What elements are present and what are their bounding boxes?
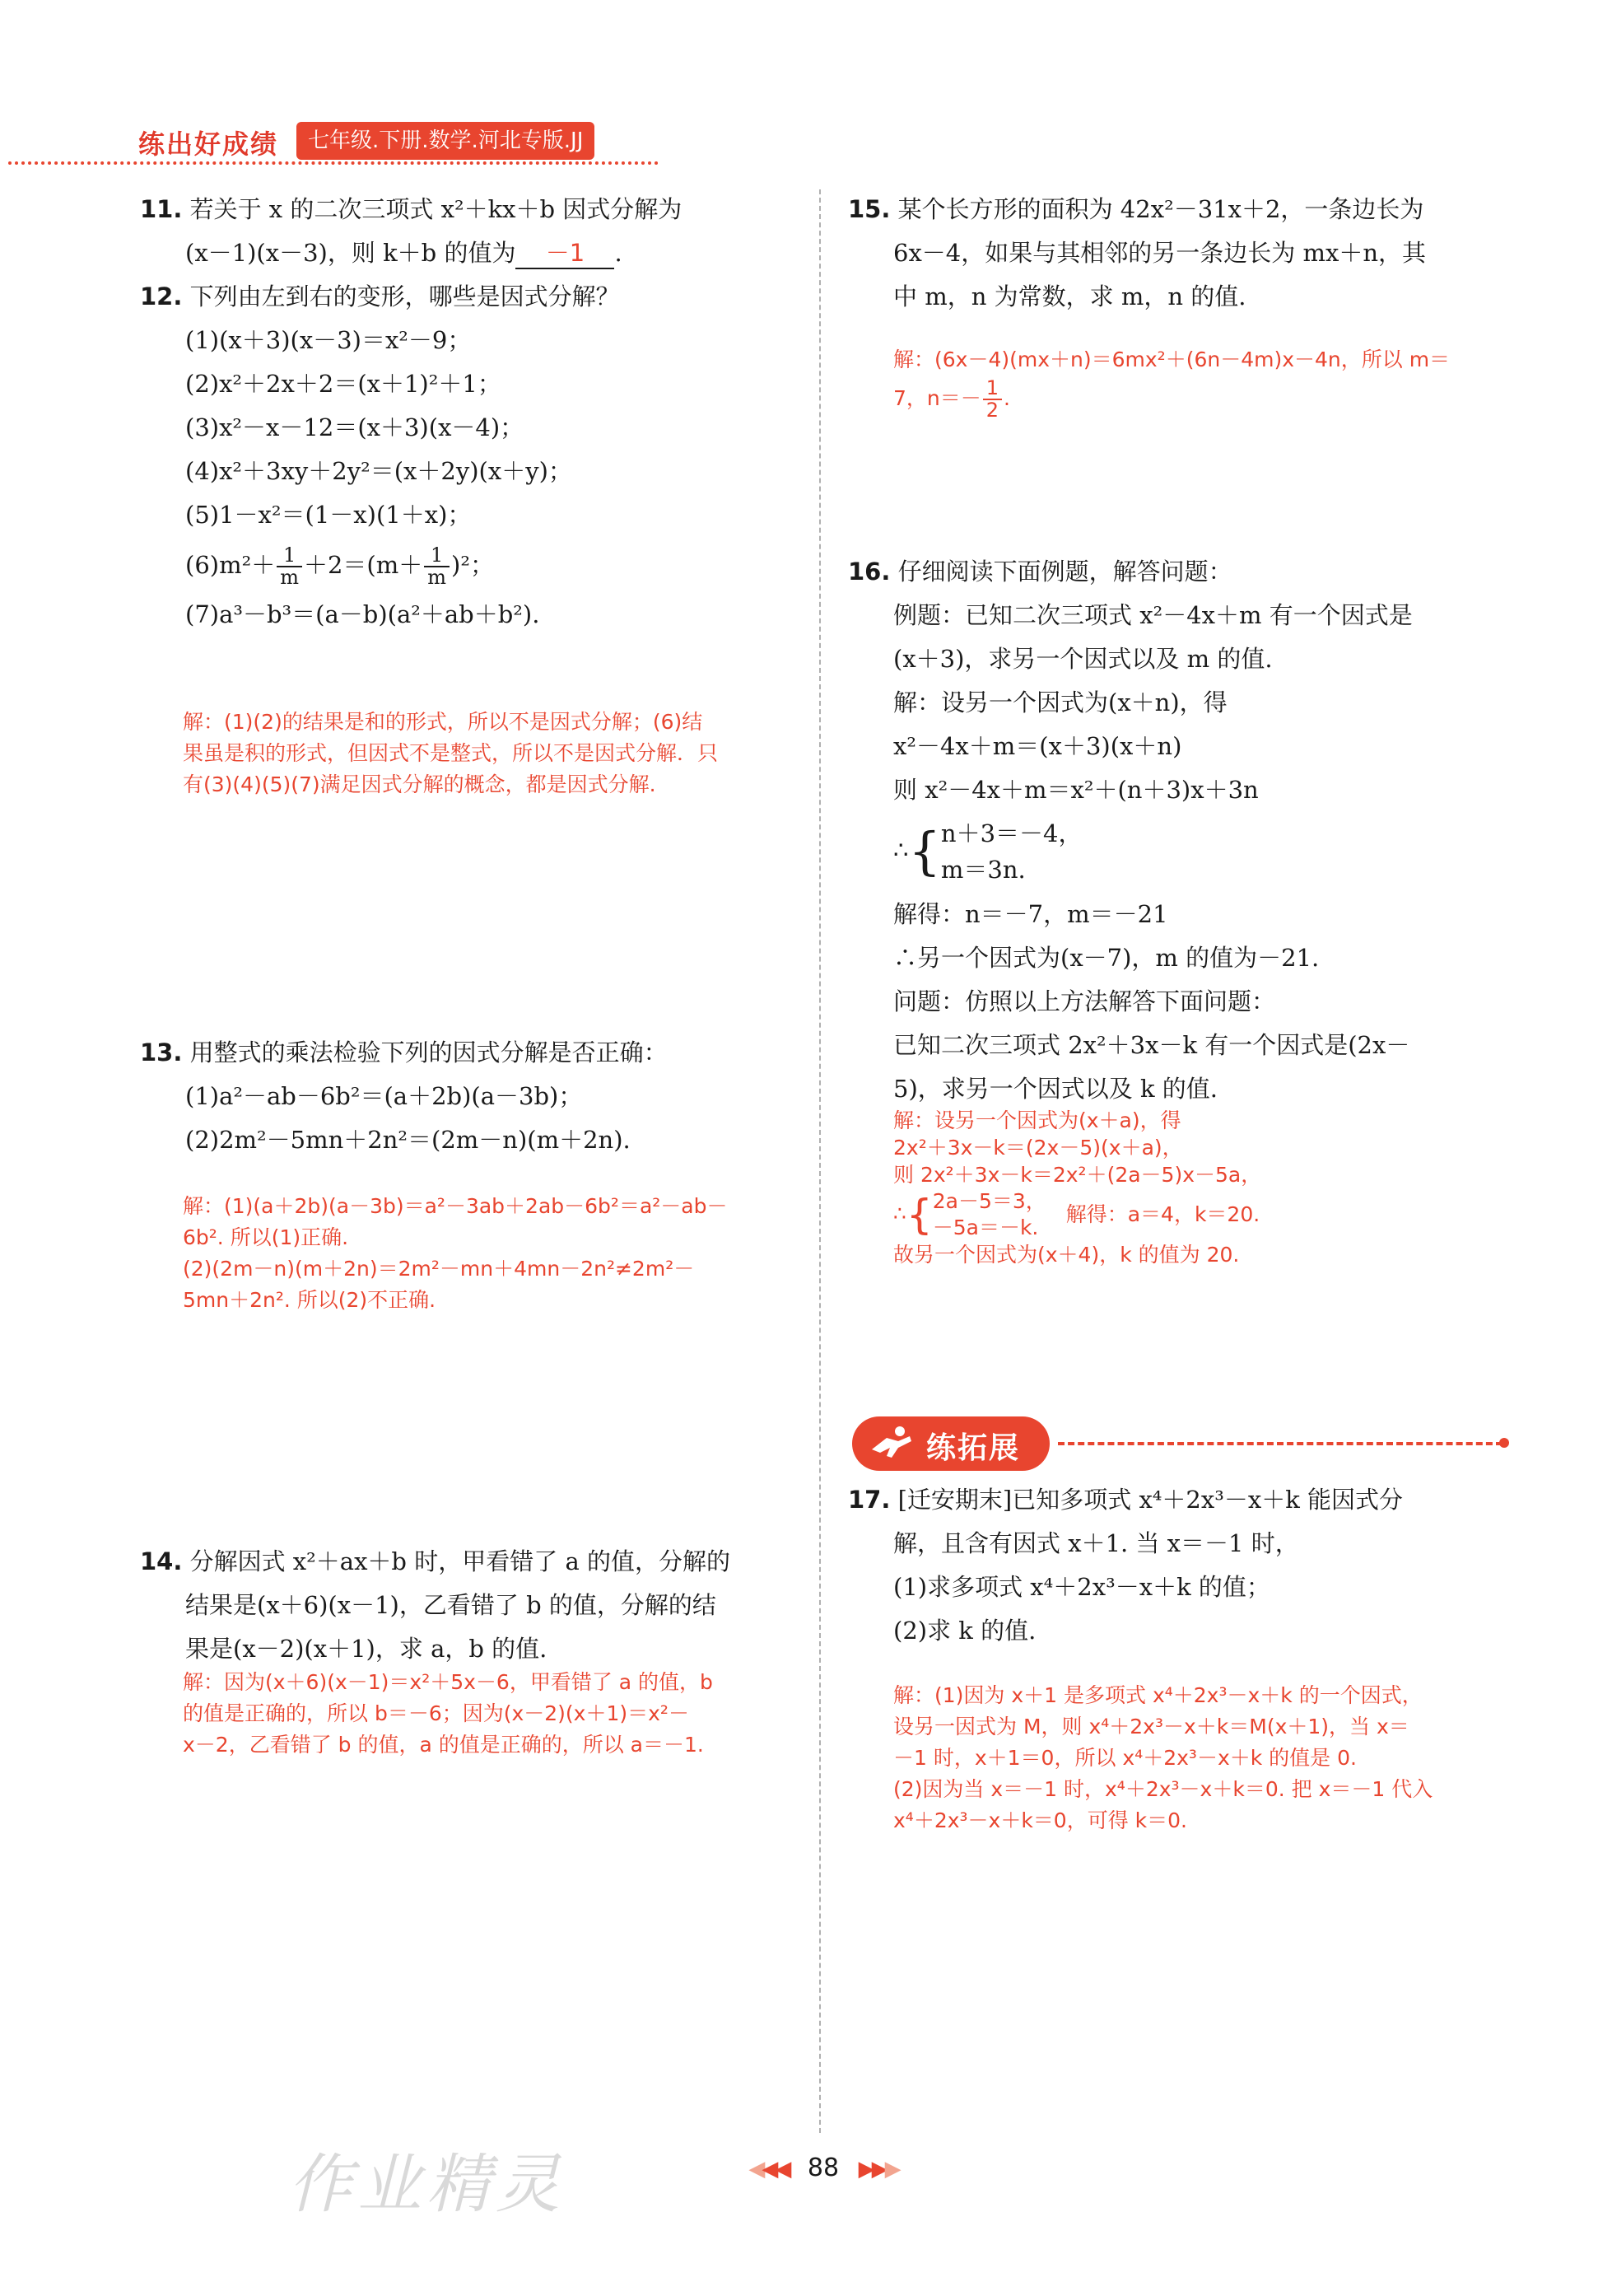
question-text: 中 m，n 为常数，求 m，n 的值. [893,282,1246,310]
answer-line: 6b². 所以(1)正确. [183,1225,349,1249]
system-eq: 2a－5＝3， [932,1189,1046,1213]
example-line: 已知二次三项式 2x²＋3x－k 有一个因式是(2x－ [893,1031,1410,1059]
example-line: 例题：已知二次三项式 x²－4x＋m 有一个因式是 [893,601,1413,629]
header-badge: 七年级.下册.数学.河北专版.JJ [296,122,594,160]
system-eq: n＋3＝－4， [940,819,1083,847]
question-text: 果是(x－2)(x＋1)，求 a，b 的值. [185,1635,547,1663]
example-line: (x＋3)，求另一个因式以及 m 的值. [893,645,1273,673]
answer-line: 解：(1)(a＋2b)(a－3b)＝a²－3ab＋2ab－6b²＝a²－ab－ [183,1194,728,1218]
example-line: 解得：n＝－7，m＝－21 [893,900,1168,928]
answer-line: 果虽是积的形式，但因式不是整式，所以不是因式分解．只 [183,741,719,765]
column-divider [819,189,821,2133]
answer-line: x－2，乙看错了 b 的值，a 的值是正确的，所以 a＝－1. [183,1733,704,1757]
question-text: 下列由左到右的变形，哪些是因式分解？ [189,282,620,310]
answer-15 [893,344,1450,422]
numerator: 1 [983,378,1002,400]
question-15 [848,188,1426,319]
answer-line: 则 2x²＋3x－k＝2x²＋(2a－5)x－5a， [893,1163,1262,1187]
therefore-symbol: ∴ [893,836,909,864]
prev-arrow-icon: ◀◀ [762,2157,789,2182]
question-text: . [614,239,622,267]
next-arrow-icon: ▶▶ [858,2157,885,2182]
option-item: (3)x²－x－12＝(x＋3)(x－4)； [185,413,524,441]
answer-line: 解：设另一个因式为(x＋a)，得 [893,1108,1181,1132]
denominator: 2 [985,399,999,422]
question-number: 11. [140,195,183,223]
option-item [140,537,620,593]
answer-text: 7，n＝－ [893,386,981,410]
math-text: ＋2＝(m＋ [303,551,423,579]
answer-17 [893,1680,1433,1836]
answer-line: (2)(2m－n)(m＋2n)＝2m²－mn＋4mn－2n²≠2m²－ [183,1257,695,1281]
system-eq: m＝3n. [940,856,1026,884]
question-11 [140,188,682,275]
answer-16 [893,1107,1261,1268]
question-text: 若关于 x 的二次三项式 x²＋kx＋b 因式分解为 [189,195,683,223]
option-item: (5)1－x²＝(1－x)(1＋x)； [185,501,472,529]
option-item: (4)x²＋3xy＋2y²＝(x＋2y)(x＋y)； [185,457,572,485]
answer-13 [183,1191,727,1316]
answer-line: 故另一个因式为(x＋4)，k 的值为 20. [893,1243,1240,1267]
answer-line: x⁴＋2x³－x＋k＝0，可得 k＝0. [893,1808,1187,1832]
option-item: (7)a³－b³＝(a－b)(a²＋ab＋b²). [185,600,540,628]
math-text: )²； [451,551,494,579]
question-number: 15. [848,195,891,223]
answer-line [893,376,1450,422]
question-12 [140,275,620,637]
page-number [724,2154,922,2182]
answer-text: . [1004,386,1010,410]
example-line: 问题：仿照以上方法解答下面问题： [893,987,1276,1015]
page-number-text: 88 [807,2154,840,2182]
answer-line: 有(3)(4)(5)(7)满足因式分解的概念，都是因式分解. [183,772,656,796]
answer-12 [183,707,718,800]
question-text: (x－1)(x－3)，则 k＋b 的值为 [185,239,516,267]
question-13 [140,1031,668,1162]
option-item: (2)x²＋2x＋2＝(x＋1)²＋1； [185,370,501,398]
answer-line: 5mn＋2n². 所以(2)不正确. [183,1288,436,1312]
question-text: (1)求多项式 x⁴＋2x³－x＋k 的值； [893,1573,1270,1601]
section-title: 练拓展 [926,1431,1021,1465]
question-number: 13. [140,1038,183,1066]
denominator: m [280,566,299,589]
header-divider [8,161,659,165]
question-number: 16. [848,558,891,586]
answer-system: ∴{ 2a－5＝3， －5a＝－k. 解得：a＝4，k＝20. [893,1189,1260,1239]
question-text: (2)求 k 的值. [893,1617,1037,1645]
question-text: 结果是(x＋6)(x－1)，乙看错了 b 的值，分解的结 [185,1591,716,1619]
answer-line: 解：因为(x＋6)(x－1)＝x²＋5x－6，甲看错了 a 的值，b [183,1670,713,1694]
brace: { [908,821,941,881]
prev-arrow-icon: ◀ [748,2157,762,2182]
question-text: 用整式的乘法检验下列的因式分解是否正确： [189,1038,668,1066]
next-arrow-icon: ▶ [884,2157,898,2182]
section-divider [1058,1442,1502,1445]
question-16 [848,550,1413,1111]
question-number: 17. [848,1486,891,1514]
example-line: ∴另一个因式为(x－7)，m 的值为－21. [893,944,1320,972]
denominator: m [427,566,447,589]
question-text: [迁安期末]已知多项式 x⁴＋2x³－x＋k 能因式分 [897,1486,1403,1514]
question-text: 分解因式 x²＋ax＋b 时，甲看错了 a 的值，分解的 [189,1547,730,1575]
watermark: 作业精灵 [288,2148,566,2222]
answer-line: 解：(1)(2)的结果是和的形式，所以不是因式分解；(6)结 [183,710,703,734]
answer-line: 的值是正确的，所以 b＝－6；因为(x－2)(x＋1)＝x²－ [183,1701,689,1725]
equation-system [848,812,1413,893]
numerator: 1 [277,545,302,567]
math-text: (6)m²＋ [185,551,276,579]
answer-14 [183,1667,713,1761]
answer-blank: －1 [515,238,614,269]
option-item: (1)(x＋3)(x－3)＝x²－9； [185,326,472,354]
answer-text: 解得：a＝4，k＝20. [1065,1202,1260,1226]
option-item: (2)2m²－5mn＋2n²＝(2m－n)(m＋2n). [185,1126,631,1154]
numerator: 1 [424,545,450,567]
question-14 [140,1540,730,1671]
question-text: 某个长方形的面积为 42x²－31x＋2，一条边长为 [897,195,1424,223]
runner-icon [867,1425,916,1463]
header-brand: 练出好成绩 [138,128,279,160]
question-text: 解，且含有因式 x＋1. 当 x＝－1 时， [893,1529,1299,1557]
example-line: x²－4x＋m＝(x＋3)(x＋n) [893,732,1182,760]
answer-line: －1 时，x＋1＝0，所以 x⁴＋2x³－x＋k 的值是 0. [893,1746,1357,1770]
question-text: 6x－4，如果与其相邻的另一条边长为 mx＋n，其 [893,239,1427,267]
system-lines [941,815,1083,888]
question-number: 12. [140,282,183,310]
question-number: 14. [140,1547,183,1575]
answer-line: 2x²＋3x－k＝(2x－5)(x＋a)， [893,1136,1183,1160]
answer-line: 解：(1)因为 x＋1 是多项式 x⁴＋2x³－x＋k 的一个因式， [893,1683,1423,1707]
fraction [277,545,302,588]
section-header [852,1416,1502,1471]
question-17 [848,1478,1403,1653]
system-eq: －5a＝－k. [932,1216,1039,1239]
answer-line: (2)因为当 x＝－1 时，x⁴＋2x³－x＋k＝0. 把 x＝－1 代入 [893,1777,1433,1801]
example-line: 解：设另一个因式为(x＋n)，得 [893,688,1228,716]
example-line: 5)，求另一个因式以及 k 的值. [893,1075,1218,1103]
option-item: (1)a²－ab－6b²＝(a＋2b)(a－3b)； [185,1082,583,1110]
fraction [424,545,450,588]
example-line: 则 x²－4x＋m＝x²＋(n＋3)x＋3n [893,776,1259,804]
question-text: 仔细阅读下面例题，解答问题： [897,558,1232,586]
fraction [983,378,1002,421]
answer-line: 解：(6x－4)(mx＋n)＝6mx²＋(6n－4m)x－4n，所以 m＝ [893,348,1451,371]
answer-line: 设另一因式为 M，则 x⁴＋2x³－x＋k＝M(x＋1)，当 x＝ [893,1715,1409,1738]
section-dot [1499,1438,1509,1448]
